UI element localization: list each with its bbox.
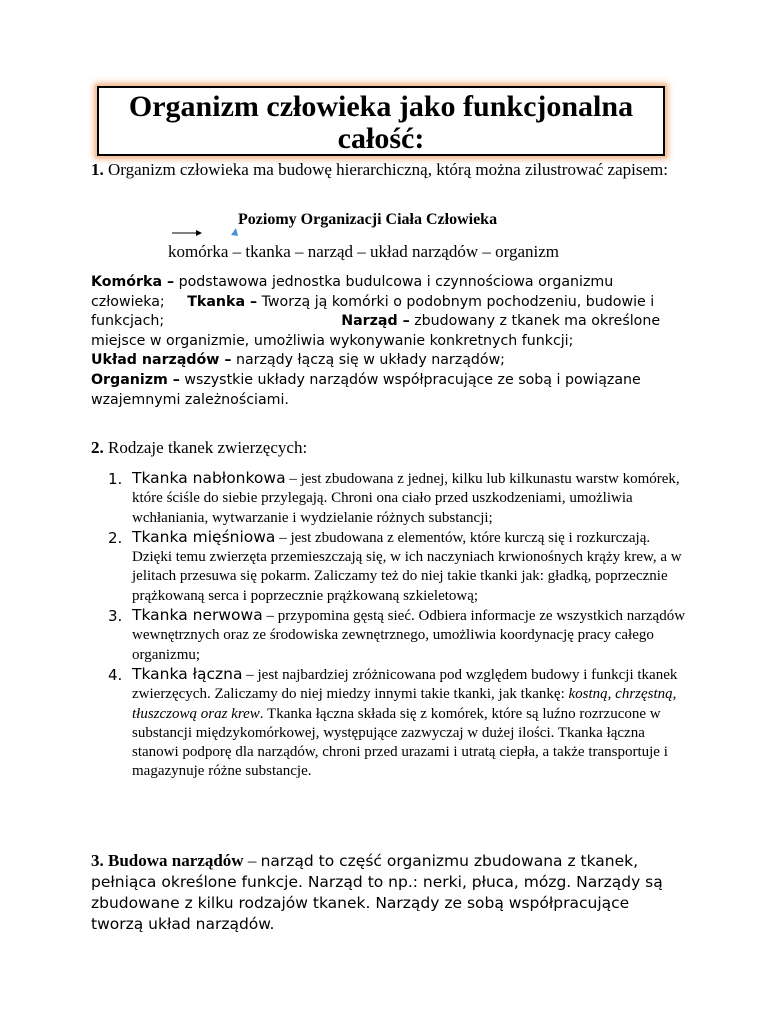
section-1-number: 1.: [91, 160, 104, 179]
section-3-paragraph: [91, 851, 681, 935]
tissue-dash: –: [285, 471, 301, 487]
tissue-description-italic: kostną, chrzęstną, tłuszczową oraz krew: [132, 686, 677, 722]
hierarchy-chain: komórka – tkanka – narząd – układ narządów – organizm: [168, 242, 560, 261]
tissue-description-end: . Tkanka łączna składa się z komórek, które są luźno rozrzucone w substancji międzykomórkowej, występujące zazwyczaj w dużej ilości. Tkanka łączna stanowi podporę dla narządów, chroni przed urazami i utratą ciepła, a także transportuje i magazynuje różne substancje.: [132, 705, 668, 780]
tissue-name: Tkanka nerwowa: [132, 606, 263, 625]
definition-text-narzad: zbudowany z tkanek ma określone miejsce w organizmie, umożliwia wykonywanie konkretnych funkcji;: [91, 313, 661, 349]
page-title: Organizm człowieka jako funkcjonalna całość:: [97, 86, 665, 156]
list-item: [108, 528, 688, 606]
tissue-list: [108, 469, 688, 782]
tissue-name: Tkanka mięśniowa: [132, 527, 276, 546]
tissue-description-start: jest najbardziej zróżnicowana pod względem budowy i funkcji tkanek zwierzęcych. Zaliczamy do niej miedzy innymi takie tkanki, jak tkankę:: [132, 666, 678, 703]
tissue-description: przypomina gęstą sieć. Odbiera informacje ze wszystkich narządów wewnętrznych oraz ze środowiska zewnętrznego, umożliwia koordynację pracy całego organizmu;: [132, 608, 686, 663]
section-2-text: Rodzaje tkanek zwierzęcych:: [108, 438, 308, 457]
diagram-title: Poziomy Organizacji Ciała Człowieka: [238, 211, 498, 228]
list-item: [108, 469, 688, 528]
section-2-heading: [91, 438, 307, 458]
definition-text-komorka: podstawowa jednostka budulcowa i czynnościowa organizmu człowieka;: [91, 274, 614, 310]
tissue-name: Tkanka łączna: [132, 664, 243, 683]
definition-term-uklad: Układ narządów –: [91, 352, 232, 369]
definition-term-komorka: Komórka –: [91, 274, 175, 290]
definition-term-organizm: Organizm –: [91, 371, 180, 388]
section-3-text: narząd to część organizmu zbudowana z tkanek, pełniąca określone funkcje. Narząd to np.: nerki, płuca, mózg. Narządy są zbudowane z kilku rodzajów tkanek. Narządy ze sobą współpracujące tworzą układ narządów.: [91, 852, 663, 933]
tissue-description: jest zbudowana z elementów, które kurczą się i rozkurczają. Dzięki temu zwierzęta przemieszczają się, w ich naczyniach krwionośnych krąży krew, a w jelitach przesuwa się pokarm. Zaliczamy też do niej takie tkanki jak: gładką, poprzecznie prążkowaną serca i poprzecznie prążkowaną szkieletową;: [132, 529, 682, 604]
tissue-dash: –: [262, 608, 278, 625]
section-1-paragraph: [91, 160, 691, 180]
tissue-dash: –: [242, 666, 258, 683]
list-item: [108, 665, 688, 782]
tissue-name: Tkanka nabłonkowa: [132, 469, 286, 487]
list-item-number: 4.: [108, 665, 123, 684]
list-item-number: 2.: [108, 528, 123, 547]
tissue-description: jest zbudowana z jednej, kilku lub kilkunastu warstw komórek, które ściśle do siebie przylegają. Chroni ona ciało przed uszkodzeniami, umożliwia wchłaniania, wytwarzanie i wydzielanie różnych substancji;: [132, 471, 680, 526]
section-3-dash: –: [243, 851, 261, 870]
list-item-number: 1.: [108, 470, 123, 488]
list-item-number: 3.: [108, 607, 123, 626]
tissue-dash: –: [275, 529, 291, 546]
diagram-arrow-icon: [172, 227, 242, 239]
definition-text-uklad: narządy łączą się w układy narządów;: [235, 352, 505, 369]
list-item: [108, 606, 688, 665]
definition-text-tkanka: Tworzą ją komórki o podobnym pochodzeniu, budowie i funkcjach;: [91, 293, 655, 330]
definition-term-tkanka: Tkanka –: [187, 293, 258, 310]
definitions-block: [91, 273, 681, 410]
section-3-lead: 3. Budowa narządów: [91, 851, 244, 870]
definition-text-organizm: wszystkie układy narządów współpracujące ze sobą i powiązane wzajemnymi zależnościami.: [91, 371, 641, 408]
section-1-text: Organizm człowieka ma budowę hierarchiczną, którą można zilustrować zapisem:: [108, 160, 668, 179]
section-2-number: 2.: [91, 438, 104, 457]
definition-term-narzad: Narząd –: [341, 313, 410, 330]
